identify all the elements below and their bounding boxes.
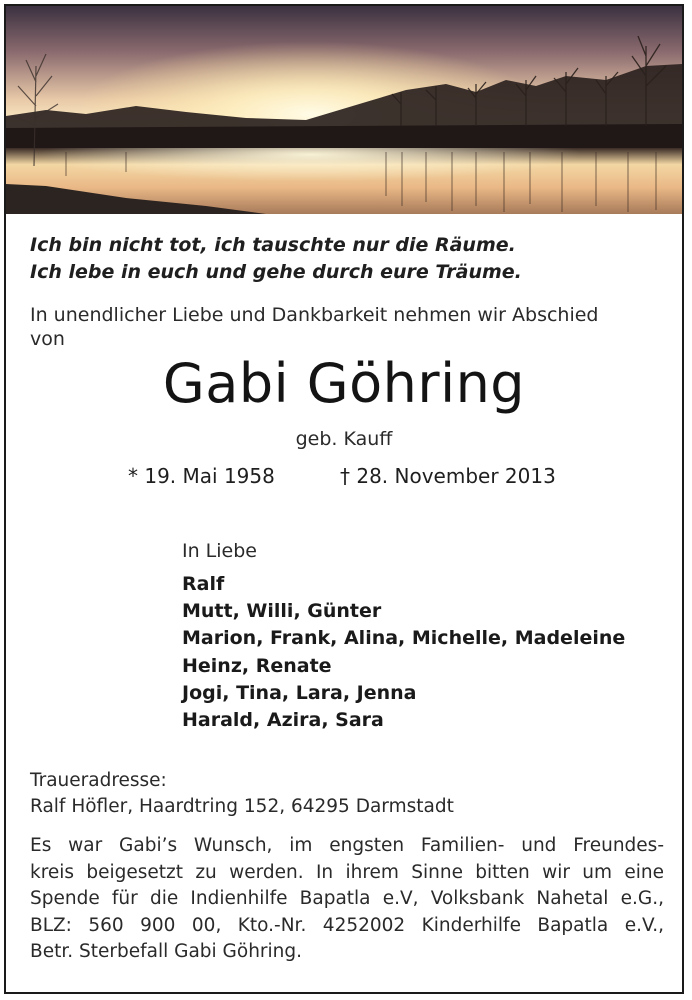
intro-line: von — [30, 328, 65, 350]
note-line: Spende für die Indienhilfe Bapatla e.V, Volksbank Nahetal e.G., — [30, 888, 664, 910]
birth-date: * 19. Mai 1958 — [128, 464, 275, 488]
mourning-address — [30, 768, 454, 820]
farewell-intro — [30, 303, 599, 351]
mourner-names: Mutt, Willi, Günter — [182, 600, 382, 623]
mourner-names: Harald, Azira, Sara — [182, 709, 384, 732]
sunset-lake-photo — [6, 6, 682, 214]
deceased-name: Gabi Göhring — [162, 352, 526, 415]
motto-line: Ich lebe in euch und gehe durch eure Träume. — [30, 261, 522, 283]
memorial-motto — [30, 232, 522, 286]
motto-line: Ich bin nicht tot, ich tauschte nur die Räume. — [30, 234, 516, 256]
note-line: kreis beigesetzt zu werden. In ihrem Sinne bitten wir um eine — [30, 861, 664, 883]
mourners-list — [182, 571, 625, 734]
mourner-names: Jogi, Tina, Lara, Jenna — [182, 681, 417, 704]
note-line: Betr. Sterbefall Gabi Göhring. — [30, 941, 303, 963]
intro-line: In unendlicher Liebe und Dankbarkeit nehmen wir Abschied — [30, 304, 599, 326]
donation-note — [30, 833, 664, 966]
mourner-names: Ralf — [182, 573, 225, 595]
address-value: Ralf Höfler, Haardtring 152, 64295 Darmstadt — [30, 796, 454, 817]
mourner-names: Heinz, Renate — [182, 654, 332, 677]
mourners-heading: In Liebe — [182, 540, 257, 562]
birth-name: geb. Kauff — [295, 428, 393, 450]
note-line: Es war Gabi’s Wunsch, im engsten Familien- und Freundes- — [30, 835, 664, 856]
address-label: Traueradresse: — [30, 770, 167, 791]
mourner-names: Marion, Frank, Alina, Michelle, Madeleine — [182, 627, 626, 650]
note-line: BLZ: 560 900 00, Kto.-Nr. 4252002 Kinderhilfe Bapatla e.V., — [30, 914, 664, 936]
death-date: † 28. November 2013 — [340, 464, 556, 488]
obituary-card — [4, 4, 684, 994]
